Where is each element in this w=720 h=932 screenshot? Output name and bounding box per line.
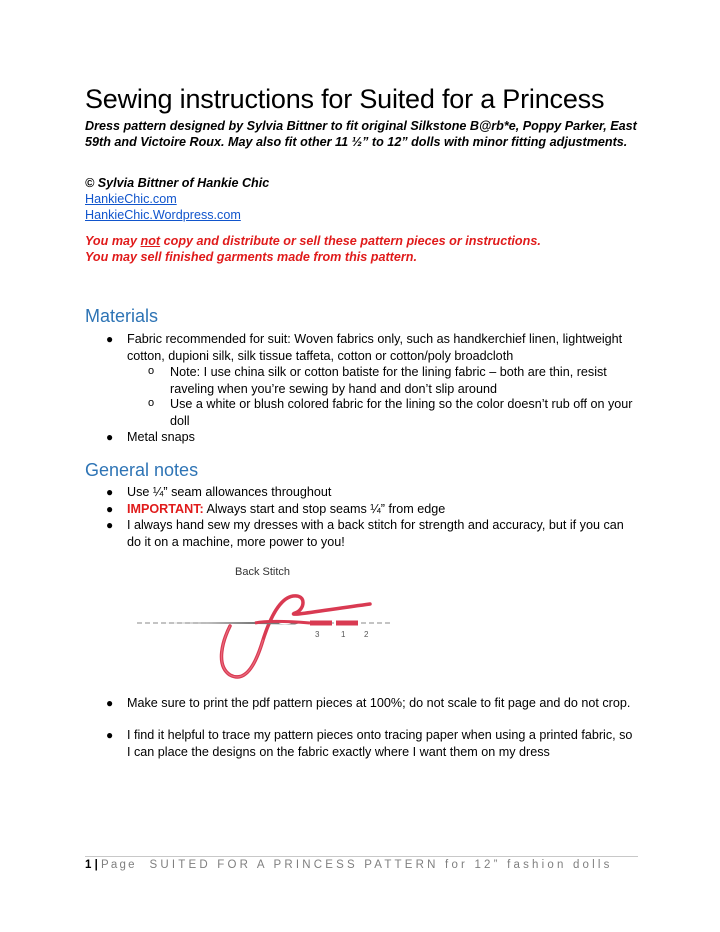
bullet-icon: ● xyxy=(106,430,114,444)
page-number: 1 xyxy=(85,859,92,871)
warning-line-2: You may sell finished garments made from this pattern. xyxy=(85,250,417,264)
list-item: I always hand sew my dresses with a back stitch for strength and accuracy, but if you can do it on a machine, more power to you! xyxy=(127,518,624,549)
list-item: Metal snaps xyxy=(127,430,195,444)
circle-bullet-icon: o xyxy=(148,365,155,377)
bullet-icon: ● xyxy=(106,485,114,499)
stitch-segment xyxy=(336,621,358,626)
stitch-label-3: 3 xyxy=(315,630,320,639)
list-item xyxy=(127,501,637,518)
sub-list-item: Use a white or blush colored fabric for the lining so the color doesn’t rub off on your doll xyxy=(170,397,633,428)
thread-through-needle xyxy=(255,622,310,624)
footer-page-word: Page xyxy=(101,859,137,871)
stitch-segment xyxy=(310,621,332,626)
footer-divider xyxy=(85,856,638,857)
stitch-label-2: 2 xyxy=(364,630,369,639)
warning-text: copy and distribute or sell these pattern pieces or instructions. xyxy=(160,234,541,248)
subtitle: Dress pattern designed by Sylvia Bittner to fit original Silkstone B@rb*e, Poppy Parker, East 59th and Victoire Roux. May also fit other 11 ½” to 12” dolls with minor fitting adjustments. xyxy=(85,119,637,149)
page-title: Sewing instructions for Suited for a Princess xyxy=(85,84,605,114)
list-item: Make sure to print the pdf pattern pieces at 100%; do not scale to fit page and do not crop. xyxy=(127,696,631,710)
link-hankiechic[interactable]: HankieChic.com xyxy=(85,192,177,206)
warning-emphasis: not xyxy=(140,234,161,248)
list-item: Use ¼” seam allowances throughout xyxy=(127,485,332,499)
bullet-icon: ● xyxy=(106,332,114,346)
page-footer xyxy=(85,859,613,871)
copyright: © Sylvia Bittner of Hankie Chic xyxy=(85,176,270,190)
warning-text: You may xyxy=(85,234,141,248)
footer-separator: | xyxy=(91,859,102,871)
list-item: I find it helpful to trace my pattern pieces onto tracing paper when using a printed fabric, so I can place the designs on the fabric exactly where I want them on my dress xyxy=(127,728,633,759)
warning-line-1 xyxy=(85,234,541,248)
sub-list-item: Note: I use china silk or cotton batiste for the lining fabric – both are thin, resist raveling when you’re sewing by hand and don’t slip around xyxy=(170,365,607,396)
bullet-icon: ● xyxy=(106,696,114,710)
bullet-icon: ● xyxy=(106,728,114,742)
stitch-label-1: 1 xyxy=(341,630,346,639)
figure-caption: Back Stitch xyxy=(235,566,291,578)
bullet-icon: ● xyxy=(106,502,114,516)
heading-general-notes: General notes xyxy=(85,460,199,480)
important-label: IMPORTANT: xyxy=(127,502,204,516)
heading-materials: Materials xyxy=(85,306,159,326)
circle-bullet-icon: o xyxy=(148,397,155,409)
list-item: Fabric recommended for suit: Woven fabrics only, such as handkerchief linen, lightweight cotton, dupioni silk, silk tissue taffeta, cotton or cotton/poly broadcloth xyxy=(127,332,623,363)
thread xyxy=(221,596,370,677)
list-item-text: Always start and stop seams ¼” from edge xyxy=(203,502,446,516)
back-stitch-figure xyxy=(135,560,395,688)
link-hankiechic-wordpress[interactable]: HankieChic.Wordpress.com xyxy=(85,208,241,222)
bullet-icon: ● xyxy=(106,518,114,532)
footer-title: SUITED FOR A PRINCESS PATTERN for 12” fashion dolls xyxy=(149,859,613,871)
